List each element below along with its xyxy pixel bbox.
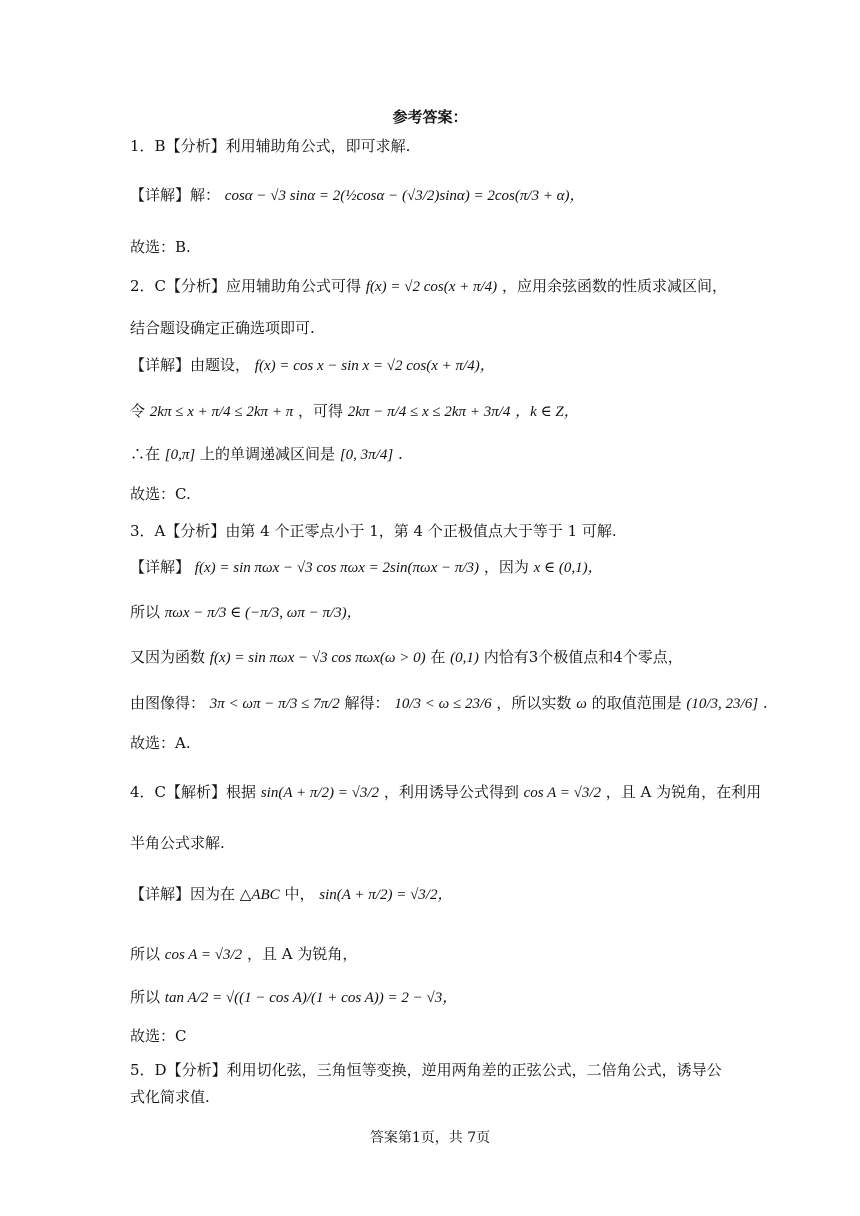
q1-conclusion: 故选：B. xyxy=(130,238,191,256)
q2-line2: 结合题设确定正确选项即可. xyxy=(130,319,315,337)
q5-head: 5．D【分析】利用切化弦，三角恒等变换，逆用两角差的正弦公式，二倍角公式，诱导公 xyxy=(130,1061,722,1079)
q5-line2: 式化简求值. xyxy=(130,1088,210,1106)
q3-graph-omega: ω xyxy=(576,696,587,712)
q2-head-formula: f(x) = √2 cos(x + π/4) xyxy=(365,279,498,295)
q3-detail-b: ，因为 xyxy=(483,558,529,576)
q4-so1 xyxy=(130,944,357,965)
q3-again-a: 又因为函数 xyxy=(130,648,206,666)
q2-head xyxy=(130,276,727,297)
q1-detail xyxy=(130,185,585,206)
q4-so1-b: ，且 A 为锐角， xyxy=(246,945,358,963)
q2-detail xyxy=(130,355,495,376)
q3-so xyxy=(130,602,362,623)
q1-detail-label: 【详解】解： xyxy=(130,186,221,204)
q4-line2: 半角公式求解. xyxy=(130,834,225,852)
q3-again-int: (0,1) xyxy=(450,650,479,666)
q3-graph-c: ，所以实数 xyxy=(496,694,572,712)
q4-so2-formula: tan A/2 = √((1 − cos A)/(1 + cos A)) = 2 − √3， xyxy=(164,990,458,1006)
q3-detail-c: x ∈ (0,1)， xyxy=(533,560,603,576)
q4-head-c: ，且 A 为锐角，在利用 xyxy=(605,783,762,801)
q3-graph-e: . xyxy=(762,694,768,712)
q2-conclusion: 故选：C. xyxy=(130,485,191,503)
q4-head-b: ，利用诱导公式得到 xyxy=(383,783,519,801)
q3-conclusion: 故选：A. xyxy=(130,734,191,752)
q2-detail-label: 【详解】由题设， xyxy=(130,356,251,374)
q3-again-c: 内恰有3个极值点和4个零点， xyxy=(483,648,683,666)
q3-detail-formula: f(x) = sin πωx − √3 cos πωx = 2sin(πωx − π/3) xyxy=(194,560,480,576)
q4-detail-b: 中， xyxy=(284,885,315,903)
q4-so1-formula: cos A = √3/2 xyxy=(164,947,243,963)
q4-head-formula2: cos A = √3/2 xyxy=(523,785,601,801)
q2-head-text-b: ，应用余弦函数的性质求减区间， xyxy=(501,277,727,295)
q2-detail-formula: f(x) = cos x − sin x = √2 cos(x + π/4)， xyxy=(254,358,495,374)
q4-conclusion: 故选：C xyxy=(130,1027,187,1045)
q4-so2 xyxy=(130,987,457,1008)
q2-interval2: [0, 3π/4] xyxy=(339,447,394,463)
q3-graph-b: 解得： xyxy=(344,694,390,712)
q4-detail-a: 【详解】因为在 xyxy=(130,885,236,903)
q3-graph-range: (10/3, 23/6] xyxy=(686,696,759,712)
q4-detail-formula: sin(A + π/2) = √3/2， xyxy=(319,887,453,903)
q2-kz: ，k ∈ Z， xyxy=(515,404,579,420)
q3-again-formula: f(x) = sin πωx − √3 cos πωx(ω > 0) xyxy=(209,650,426,666)
q3-graph-a: 由图像得： xyxy=(130,694,206,712)
q2-ling: 令 xyxy=(130,402,146,420)
q1-formula: cosα − √3 sinα = 2(½cosα − (√3/2)sinα) = 2cos(π/3 + α)， xyxy=(224,188,585,204)
q3-again xyxy=(130,647,683,668)
q2-kede: ，可得 xyxy=(298,402,344,420)
q2-head-text: 2．C【分析】应用辅助角公式可得 xyxy=(130,277,362,295)
q2-inequality xyxy=(130,401,579,422)
q3-head: 3．A【分析】由第 4 个正零点小于 1，第 4 个正极值点大于等于 1 可解. xyxy=(130,522,617,540)
q2-ineq1: 2kπ ≤ x + π/4 ≤ 2kπ + π xyxy=(149,404,294,420)
q2-therefore-b: 上的单调递减区间是 xyxy=(200,445,336,463)
q2-therefore-a: ∴在 xyxy=(130,445,161,463)
q3-graph-formula: 3π < ωπ − π/3 ≤ 7π/2 xyxy=(209,696,340,712)
q4-head xyxy=(130,782,761,803)
q4-so2-a: 所以 xyxy=(130,988,161,1006)
page-title: 参考答案： xyxy=(392,108,468,126)
q2-ineq2: 2kπ − π/4 ≤ x ≤ 2kπ + 3π/4 xyxy=(347,404,511,420)
q3-again-b: 在 xyxy=(430,648,446,666)
q4-detail-triangle: △ABC xyxy=(239,887,280,903)
q4-detail xyxy=(130,884,452,905)
q4-so1-a: 所以 xyxy=(130,945,161,963)
q3-detail-label: 【详解】 xyxy=(130,558,191,576)
q3-graph-formula2: 10/3 < ω ≤ 23/6 xyxy=(394,696,492,712)
q2-therefore-c: . xyxy=(397,445,403,463)
q1-head: 1．B【分析】利用辅助角公式，即可求解. xyxy=(130,137,411,155)
q4-head-a: 4．C【解析】根据 xyxy=(130,783,257,801)
q2-therefore xyxy=(130,444,403,465)
q3-graph-d: 的取值范围是 xyxy=(591,694,682,712)
q4-head-formula: sin(A + π/2) = √3/2 xyxy=(260,785,380,801)
q3-detail xyxy=(130,557,603,578)
page-footer: 答案第1页，共 7页 xyxy=(369,1130,491,1146)
q3-graph xyxy=(130,693,768,714)
q2-interval1: [0,π] xyxy=(164,447,196,463)
q3-so-a: 所以 xyxy=(130,603,161,621)
q3-so-formula: πωx − π/3 ∈ (−π/3, ωπ − π/3)， xyxy=(164,605,362,621)
